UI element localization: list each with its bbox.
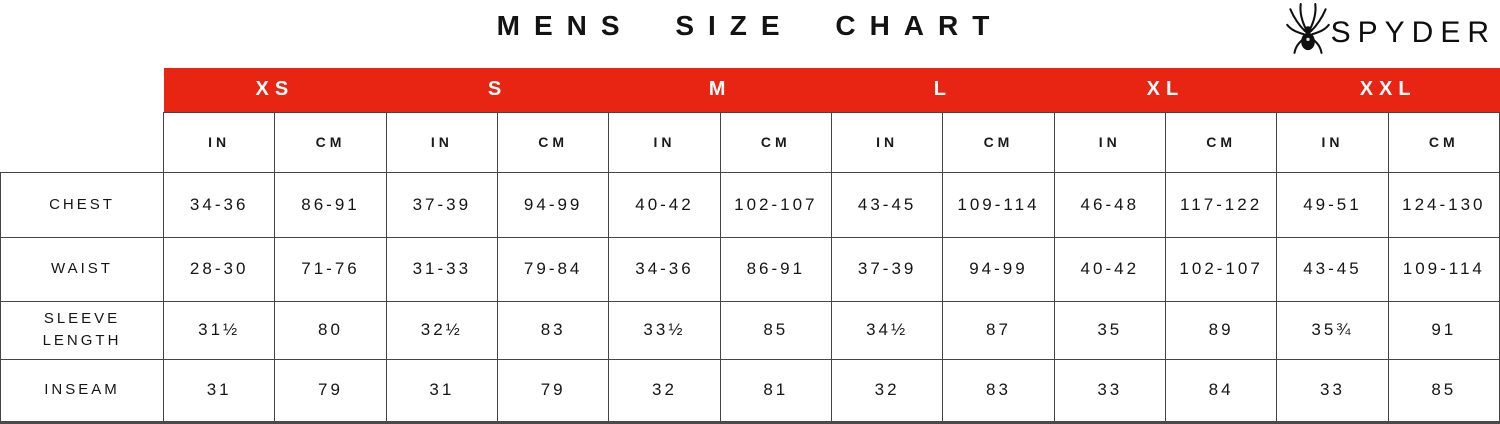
value-cell: 86-91 [720,237,831,301]
row-label-sleeve-length: SLEEVE LENGTH [1,301,164,359]
value-cell: 31 [386,359,497,422]
unit-cell: CM [497,112,608,172]
value-cell: 40-42 [609,172,720,237]
value-cell: 81 [720,359,831,422]
brand-logo [1285,2,1496,56]
unit-cell: IN [831,112,942,172]
size-header-xxl: XXL [1277,68,1500,112]
value-cell: 109-114 [1388,237,1499,301]
page-title: MENS SIZE CHART [496,10,1004,41]
table-row-waist [1,237,1500,301]
size-header-xl: XL [1054,68,1277,112]
value-cell: 32 [831,359,942,422]
unit-cell: CM [275,112,386,172]
value-cell: 33 [1277,359,1388,422]
value-cell: 32½ [386,301,497,359]
value-cell: 43-45 [1277,237,1388,301]
value-cell: 94-99 [943,237,1054,301]
size-header-row [1,68,1500,112]
table-row-inseam [1,359,1500,422]
value-cell: 31-33 [386,237,497,301]
value-cell: 83 [943,359,1054,422]
unit-blank-cell [1,112,164,172]
value-cell: 94-99 [497,172,608,237]
unit-cell: IN [164,112,275,172]
value-cell: 83 [497,301,608,359]
value-cell: 84 [1165,359,1276,422]
value-cell: 109-114 [943,172,1054,237]
unit-cell: CM [1165,112,1276,172]
value-cell: 35¾ [1277,301,1388,359]
value-cell: 49-51 [1277,172,1388,237]
corner-blank-cell [1,68,164,112]
value-cell: 87 [943,301,1054,359]
size-header-s: S [386,68,609,112]
value-cell: 34-36 [164,172,275,237]
table-row-sleeve-length [1,301,1500,359]
size-header-xs: XS [164,68,387,112]
row-label-waist: WAIST [1,237,164,301]
size-header-l: L [831,68,1054,112]
value-cell: 31 [164,359,275,422]
unit-cell: CM [1388,112,1499,172]
size-header-m: M [609,68,832,112]
value-cell: 91 [1388,301,1499,359]
value-cell: 86-91 [275,172,386,237]
value-cell: 102-107 [720,172,831,237]
value-cell: 79 [275,359,386,422]
value-cell: 35 [1054,301,1165,359]
value-cell: 37-39 [831,237,942,301]
value-cell: 33½ [609,301,720,359]
value-cell: 124-130 [1388,172,1499,237]
unit-cell: IN [1054,112,1165,172]
value-cell: 79-84 [497,237,608,301]
value-cell: 85 [1388,359,1499,422]
value-cell: 28-30 [164,237,275,301]
value-cell: 117-122 [1165,172,1276,237]
value-cell: 102-107 [1165,237,1276,301]
value-cell: 80 [275,301,386,359]
row-label-inseam: INSEAM [1,359,164,422]
value-cell: 37-39 [386,172,497,237]
value-cell: 34-36 [609,237,720,301]
value-cell: 46-48 [1054,172,1165,237]
value-cell: 89 [1165,301,1276,359]
unit-header-row [1,112,1500,172]
value-cell: 33 [1054,359,1165,422]
row-label-chest: CHEST [1,172,164,237]
value-cell: 31½ [164,301,275,359]
value-cell: 32 [609,359,720,422]
unit-cell: IN [386,112,497,172]
unit-cell: CM [943,112,1054,172]
value-cell: 40-42 [1054,237,1165,301]
unit-cell: IN [1277,112,1388,172]
value-cell: 43-45 [831,172,942,237]
value-cell: 34½ [831,301,942,359]
spyder-spider-icon [1285,2,1331,56]
brand-name: SPYDER [1330,16,1496,49]
table-row-chest [1,172,1500,237]
value-cell: 79 [497,359,608,422]
value-cell: 85 [720,301,831,359]
unit-cell: CM [720,112,831,172]
mens-size-table [0,68,1500,424]
value-cell: 71-76 [275,237,386,301]
unit-cell: IN [609,112,720,172]
